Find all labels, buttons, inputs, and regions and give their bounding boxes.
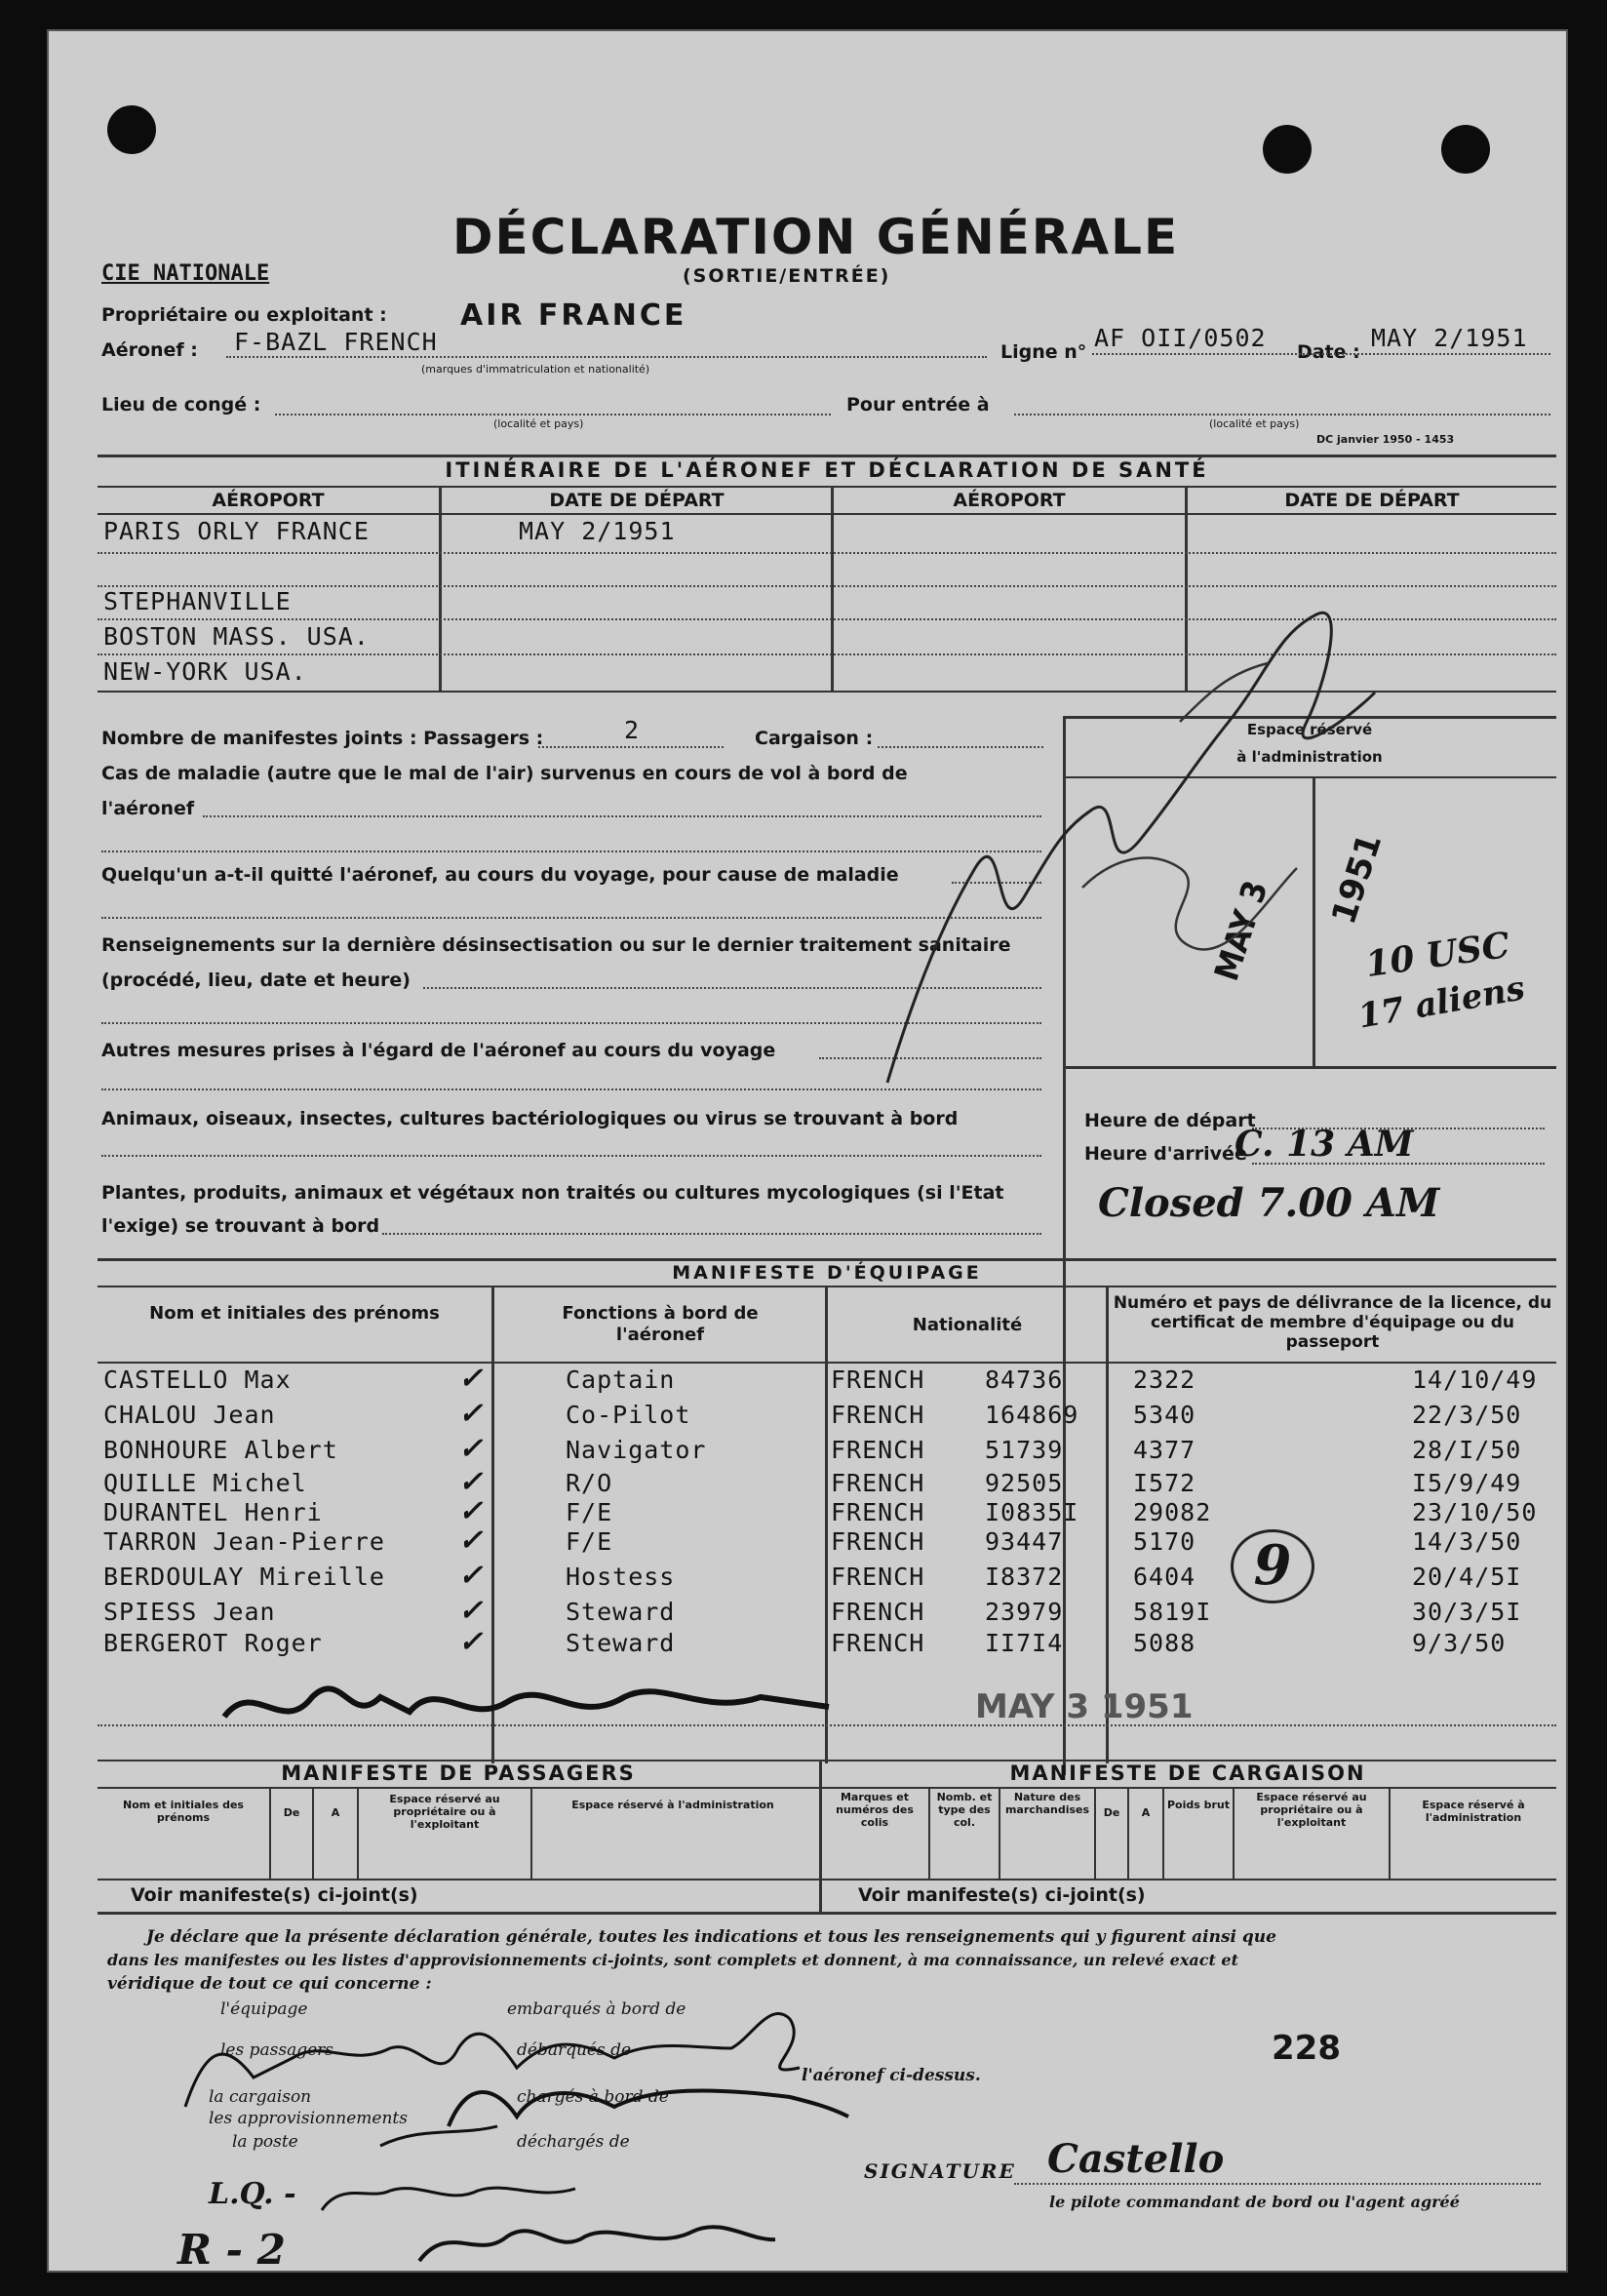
itinerary-airport-3: STEPHANVILLE <box>103 587 292 615</box>
check-mark-icon: ✓ <box>458 1494 484 1528</box>
crew-cell-nationality: FRENCH <box>831 1629 925 1657</box>
question-left-aircraft: Quelqu'un a-t-il quitté l'aéronef, au cours du voyage, pour cause de maladie <box>101 864 899 886</box>
owner-value: AIR FRANCE <box>460 298 687 333</box>
entry-note: (localité et pays) <box>1209 417 1300 430</box>
crew-cell-function: Steward <box>566 1598 676 1626</box>
question-disinsection-cont: (procédé, lieu, date et heure) <box>101 970 411 991</box>
passenger-header-owner-space: Espace réservé au propriétaire ou à l'exploitant <box>389 1793 500 1831</box>
admin-box-title: Espace réservé <box>1246 721 1373 738</box>
date-value: MAY 2/1951 <box>1371 324 1528 352</box>
departure-time-label: Heure de départ <box>1084 1110 1256 1131</box>
company-name: CIE NATIONALE <box>101 261 270 286</box>
crew-cell-no: 92505 <box>985 1469 1064 1497</box>
cargo-header-packages: Nomb. et type des col. <box>936 1791 993 1829</box>
declaration-verb-loaded: chargés à bord de <box>517 2087 669 2107</box>
received-stamp-year: 1951 <box>1324 828 1391 930</box>
crew-cell-no: II7I4 <box>985 1629 1064 1657</box>
check-mark-icon: ✓ <box>458 1362 484 1396</box>
crew-cell-function: F/E <box>566 1498 613 1526</box>
signature-label: SIGNATURE <box>864 2159 1016 2183</box>
crew-cell-function: Navigator <box>566 1436 707 1464</box>
itinerary-airport-5: NEW-YORK USA. <box>103 657 307 686</box>
crew-cell-no: 84736 <box>985 1366 1064 1394</box>
cargo-header-from: De <box>1103 1806 1120 1819</box>
crew-cell-nationality: FRENCH <box>831 1401 925 1429</box>
crew-header-function: Fonctions à bord de l'aéronef <box>562 1303 759 1345</box>
question-animals: Animaux, oiseaux, insectes, cultures bactériologiques ou virus se trouvant à bord <box>101 1108 959 1129</box>
crew-cell-function: Steward <box>566 1629 676 1657</box>
cargo-header-goods: Nature des marchandises <box>1004 1791 1090 1816</box>
itinerary-date-1: MAY 2/1951 <box>519 517 676 545</box>
crew-cell-licence: 29082 <box>1133 1498 1212 1526</box>
entry-label: Pour entrée à <box>846 394 990 416</box>
crew-cell-name: BERGEROT Roger <box>103 1629 323 1657</box>
crew-title: MANIFESTE D'ÉQUIPAGE <box>672 1262 982 1284</box>
aircraft-value: F-BAZL FRENCH <box>234 328 438 356</box>
check-mark-icon: ✓ <box>458 1432 484 1466</box>
declaration-line-2: dans les manifestes ou les listes d'approvisionnements ci-joints, sont complets et donnent, à ma connaissance, un relevé exact et <box>107 1951 1238 1969</box>
passenger-header-to: A <box>331 1806 340 1819</box>
received-stamp-date: MAY 3 <box>1207 876 1276 986</box>
cargo-header-weight: Poids brut <box>1166 1799 1231 1811</box>
cargo-header-to: A <box>1141 1806 1151 1819</box>
crew-cell-date: 14/3/50 <box>1412 1527 1522 1556</box>
passenger-manifest-title: MANIFESTE DE PASSAGERS <box>281 1762 636 1785</box>
crew-cell-licence: 6404 <box>1133 1563 1196 1591</box>
cargo-label: Cargaison : <box>755 728 874 749</box>
itinerary-header-date-1: DATE DE DÉPART <box>549 490 725 511</box>
question-illness-cont: l'aéronef <box>101 798 195 819</box>
crew-cell-licence: 5088 <box>1133 1629 1196 1657</box>
crew-cell-nationality: FRENCH <box>831 1469 925 1497</box>
crew-cell-name: TARRON Jean-Pierre <box>103 1527 385 1556</box>
declaration-aircraft-ref: l'aéronef ci-dessus. <box>802 2066 981 2085</box>
aircraft-label: Aéronef : <box>101 339 198 361</box>
crew-cell-no: 23979 <box>985 1598 1064 1626</box>
line-value: AF OII/0502 <box>1094 324 1267 352</box>
check-mark-icon: ✓ <box>458 1397 484 1431</box>
crew-header-licence: Numéro et pays de délivrance de la licence, du certificat de membre d'équipage ou du passeport <box>1113 1293 1552 1352</box>
crew-cell-licence: 5340 <box>1133 1401 1196 1429</box>
arrival-time-value: C. 13 AM <box>1235 1124 1414 1165</box>
cargo-header-admin-space: Espace réservé à l'administration <box>1422 1799 1525 1824</box>
punch-hole <box>1263 125 1312 174</box>
crew-cell-nationality: FRENCH <box>831 1563 925 1591</box>
crew-cell-name: DURANTEL Henri <box>103 1498 323 1526</box>
crew-cell-licence: I572 <box>1133 1469 1196 1497</box>
itinerary-header-airport-2: AÉROPORT <box>953 490 1066 511</box>
crew-header-name: Nom et initiales des prénoms <box>149 1303 440 1324</box>
crew-cell-no: 164869 <box>985 1401 1079 1429</box>
crew-cell-licence: 5819I <box>1133 1598 1212 1626</box>
crew-cell-date: 9/3/50 <box>1412 1629 1507 1657</box>
itinerary-header-date-2: DATE DE DÉPART <box>1284 490 1460 511</box>
arrival-time-label: Heure d'arrivée <box>1084 1143 1247 1165</box>
crew-header-nationality: Nationalité <box>912 1315 1023 1335</box>
passenger-header-name: Nom et initiales des prénoms <box>123 1799 244 1824</box>
question-disinsection: Renseignements sur la dernière désinsectisation ou sur le dernier traitement sanitaire <box>101 934 1011 956</box>
crew-cell-date: 23/10/50 <box>1412 1498 1538 1526</box>
form-reference: DC janvier 1950 - 1453 <box>1316 433 1455 446</box>
bottom-note-2-signature <box>410 2212 780 2271</box>
passenger-manifest-footer: Voir manifeste(s) ci-joint(s) <box>131 1884 418 1906</box>
signature-caption: le pilote commandant de bord ou l'agent agréé <box>1049 2193 1460 2211</box>
punch-hole <box>1441 125 1490 174</box>
crew-cell-date: 22/3/50 <box>1412 1401 1522 1429</box>
crew-cell-name: CASTELLO Max <box>103 1366 292 1394</box>
health-officer-signature <box>858 575 1443 1122</box>
crew-cell-no: 93447 <box>985 1527 1064 1556</box>
crew-cell-licence: 4377 <box>1133 1436 1196 1464</box>
departure-place-label: Lieu de congé : <box>101 394 261 416</box>
declaration-line-1: Je déclare que la présente déclaration générale, toutes les indications et tous les renseignements qui y figurent ainsi que <box>146 1927 1276 1947</box>
admin-note-1: 10 USC <box>1362 924 1512 986</box>
cargo-manifest-title: MANIFESTE DE CARGAISON <box>1009 1762 1366 1785</box>
form-subtitle: (SORTIE/ENTRÉE) <box>683 265 891 287</box>
declaration-verb-embarked: embarqués à bord de <box>507 1999 686 2019</box>
crew-cell-function: Hostess <box>566 1563 676 1591</box>
manifests-label: Nombre de manifestes joints : Passagers : <box>101 728 544 749</box>
owner-label: Propriétaire ou exploitant : <box>101 304 387 326</box>
declaration-line-3: véridique de tout ce qui concerne : <box>107 1974 432 1994</box>
check-mark-icon: ✓ <box>458 1625 484 1659</box>
crew-received-stamp: MAY 3 1951 <box>975 1687 1194 1726</box>
passenger-header-from: De <box>283 1806 300 1819</box>
admin-note-2: 17 aliens <box>1354 969 1528 1037</box>
passenger-header-admin-space: Espace réservé à l'administration <box>571 1799 774 1811</box>
declaration-item-supplies: les approvisionnements <box>209 2109 408 2128</box>
aircraft-note: (marques d'immatriculation et nationalité) <box>421 363 650 376</box>
check-mark-icon: ✓ <box>458 1465 484 1499</box>
question-plants-cont: l'exige) se trouvant à bord <box>101 1215 380 1237</box>
crew-cell-no: I0835I <box>985 1498 1079 1526</box>
crew-cell-date: 28/I/50 <box>1412 1436 1522 1464</box>
crew-cell-date: 14/10/49 <box>1412 1366 1538 1394</box>
crew-cell-function: Co-Pilot <box>566 1401 691 1429</box>
check-mark-icon: ✓ <box>458 1559 484 1593</box>
crew-signature <box>215 1658 839 1746</box>
crew-cell-nationality: FRENCH <box>831 1366 925 1394</box>
form-title: DÉCLARATION GÉNÉRALE <box>452 209 1180 265</box>
question-illness: Cas de maladie (autre que le mal de l'air) survenus en cours de vol à bord de <box>101 763 908 784</box>
itinerary-title: ITINÉRAIRE DE L'AÉRONEF ET DÉCLARATION DE SANTÉ <box>445 458 1209 482</box>
declaration-verb-disembarked: débarqués de <box>517 2040 632 2060</box>
bottom-note-1: L.Q. - <box>209 2177 296 2211</box>
crew-cell-function: Captain <box>566 1366 676 1394</box>
cargo-header-owner-space: Espace réservé au propriétaire ou à l'exploitant <box>1256 1791 1367 1829</box>
admin-box-title-2: à l'administration <box>1236 748 1383 766</box>
question-plants: Plantes, produits, animaux et végétaux non traités ou cultures mycologiques (si l'Etat <box>101 1182 1004 1204</box>
crew-cell-licence: 5170 <box>1133 1527 1196 1556</box>
crew-cell-nationality: FRENCH <box>831 1436 925 1464</box>
crew-cell-date: I5/9/49 <box>1412 1469 1522 1497</box>
declaration-item-crew: l'équipage <box>220 1999 308 2019</box>
crew-cell-name: BERDOULAY Mireille <box>103 1563 385 1591</box>
declaration-signatures <box>166 1980 907 2156</box>
line-label: Ligne n° <box>1000 341 1087 363</box>
declaration-item-cargo: la cargaison <box>209 2087 312 2107</box>
declaration-verb-unloaded: déchargés de <box>517 2132 630 2152</box>
crew-cell-no: 51739 <box>985 1436 1064 1464</box>
departure-place-note: (localité et pays) <box>493 417 584 430</box>
crew-cell-name: QUILLE Michel <box>103 1469 307 1497</box>
crew-cell-name: SPIESS Jean <box>103 1598 276 1626</box>
date-label: Date : <box>1297 341 1360 363</box>
crew-cell-nationality: FRENCH <box>831 1598 925 1626</box>
cargo-header-marks: Marques et numéros des colis <box>836 1791 914 1829</box>
crew-tally: 9 <box>1231 1529 1314 1603</box>
passengers-value: 2 <box>624 716 641 744</box>
crew-cell-name: CHALOU Jean <box>103 1401 276 1429</box>
crew-cell-function: R/O <box>566 1469 613 1497</box>
crew-cell-nationality: FRENCH <box>831 1498 925 1526</box>
captain-signature: Castello <box>1047 2136 1225 2182</box>
closed-note: Closed 7.00 AM <box>1098 1180 1440 1226</box>
check-mark-icon: ✓ <box>458 1524 484 1558</box>
check-mark-icon: ✓ <box>458 1594 484 1628</box>
crew-cell-date: 30/3/5I <box>1412 1598 1522 1626</box>
crew-cell-date: 20/4/5I <box>1412 1563 1522 1591</box>
crew-cell-licence: 2322 <box>1133 1366 1196 1394</box>
bottom-note-2: R - 2 <box>177 2226 286 2274</box>
cargo-manifest-footer: Voir manifeste(s) ci-joint(s) <box>858 1884 1146 1906</box>
crew-cell-no: I8372 <box>985 1563 1064 1591</box>
question-other-measures: Autres mesures prises à l'égard de l'aéronef au cours du voyage <box>101 1040 776 1061</box>
page-number: 228 <box>1272 2029 1341 2068</box>
declaration-item-mail: la poste <box>232 2132 298 2152</box>
crew-cell-function: F/E <box>566 1527 613 1556</box>
punch-hole <box>107 105 156 154</box>
itinerary-airport-1: PARIS ORLY FRANCE <box>103 517 370 545</box>
declaration-item-passengers: les passagers <box>220 2040 334 2060</box>
crew-cell-nationality: FRENCH <box>831 1527 925 1556</box>
crew-cell-name: BONHOURE Albert <box>103 1436 338 1464</box>
itinerary-airport-4: BOSTON MASS. USA. <box>103 622 370 651</box>
itinerary-header-airport-1: AÉROPORT <box>212 490 325 511</box>
